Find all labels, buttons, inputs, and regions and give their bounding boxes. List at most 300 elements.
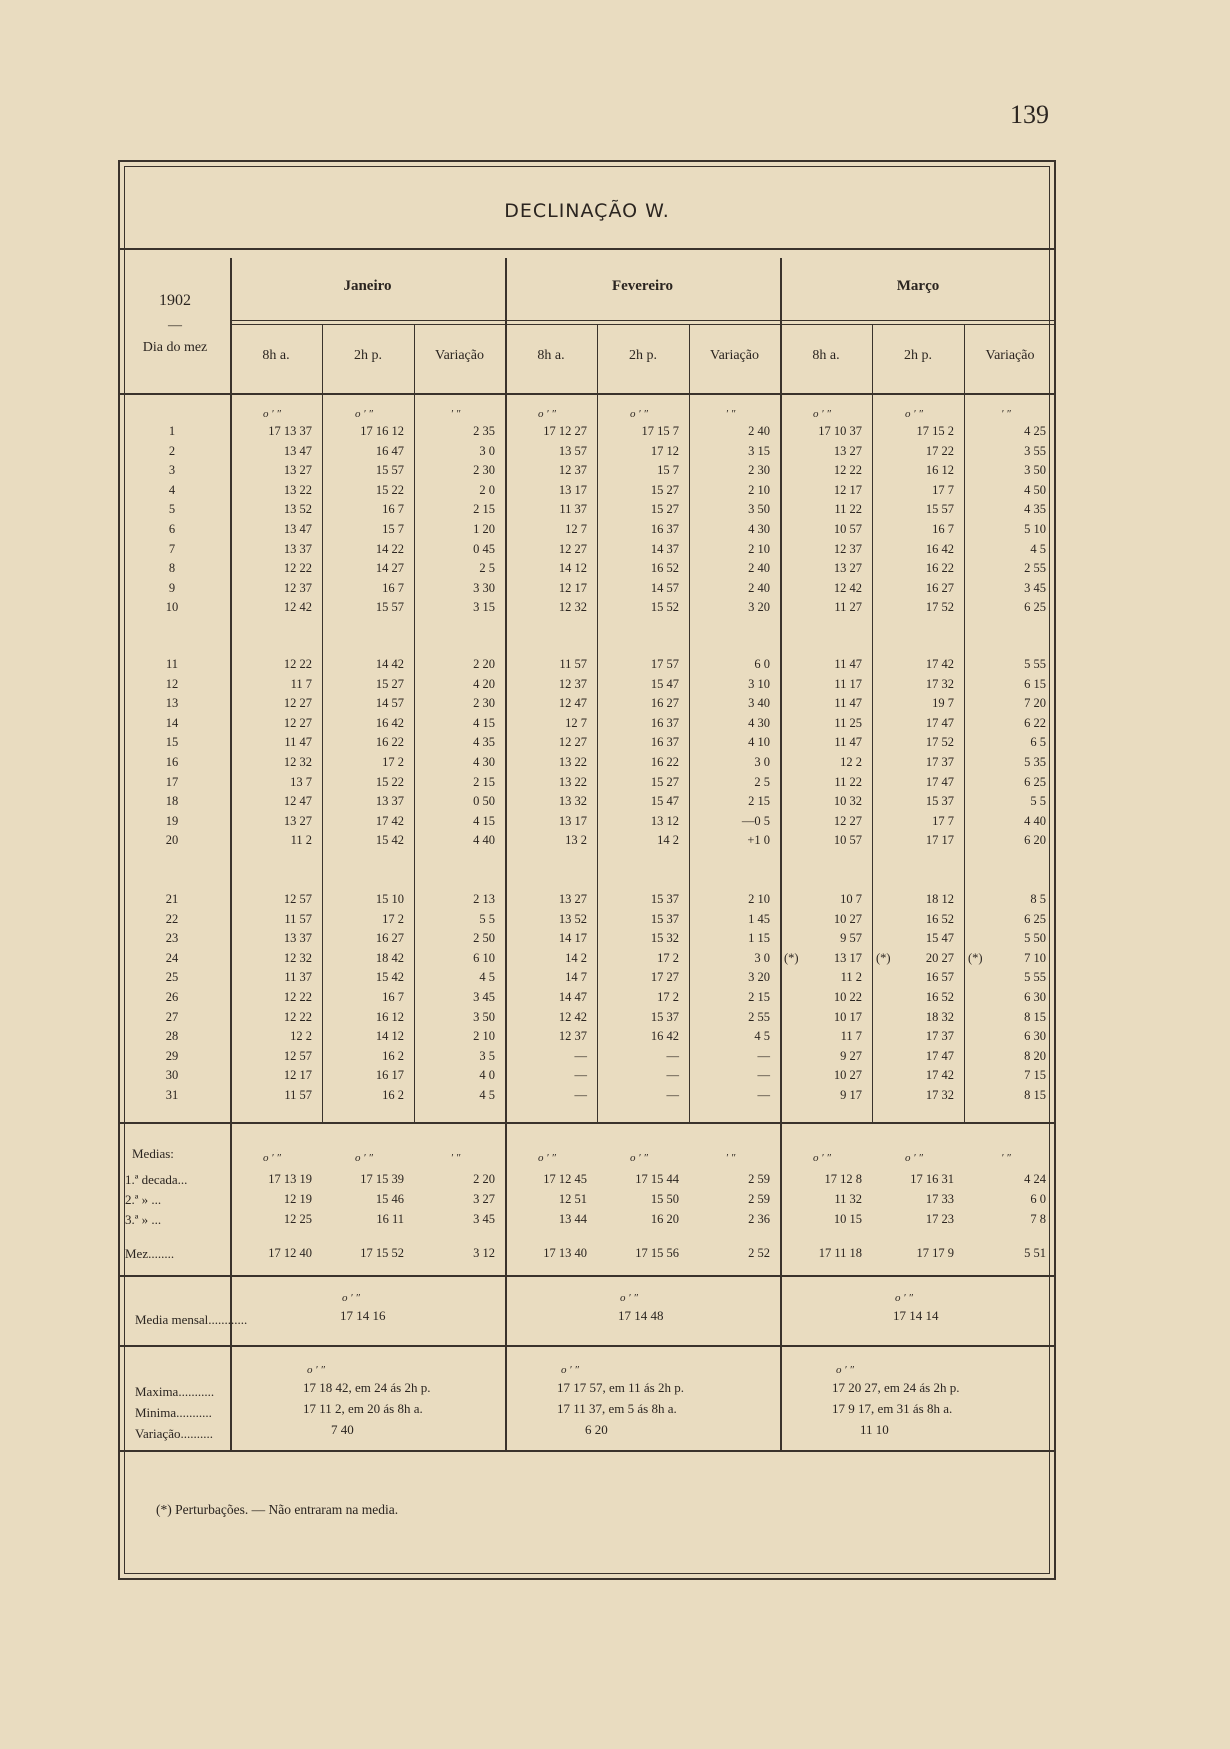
cell-25-1-1: 17 27 [650, 970, 679, 985]
cell-14-2-1: 17 47 [925, 715, 954, 730]
day-number-28: 28 [165, 1029, 179, 1044]
cell-5-1-2: 3 50 [748, 502, 770, 517]
cell-31-2-0: 9 17 [840, 1088, 862, 1102]
col-label-0-2: Variação [435, 348, 484, 363]
cell-1-2-0: 17 10 37 [818, 424, 862, 438]
cell-1-0-0: 17 13 37 [268, 424, 312, 438]
medias-label: Medias: [132, 1146, 174, 1161]
cell-24-1-1: 17 2 [657, 950, 679, 965]
cell-20-0-0: 11 2 [290, 833, 312, 848]
cell-7-1-2: 2 10 [748, 541, 770, 556]
medias-cell-2-0-0: 12 25 [283, 1212, 312, 1226]
extremes-janeiro-2: 7 40 [331, 1422, 354, 1437]
cell-29-0-0: 12 57 [283, 1048, 312, 1063]
cell-10-0-0: 12 42 [283, 600, 312, 615]
month-header-underline [230, 320, 1056, 321]
medias-cell-3-1-1: 17 15 56 [635, 1246, 679, 1260]
cell-16-0-2: 4 30 [473, 755, 495, 769]
col-label-1-0: 8h a. [537, 348, 565, 363]
cell-11-1-0: 11 57 [559, 657, 587, 671]
subcol-divider-1-1 [689, 325, 690, 1122]
medias-cell-1-1-2: 2 59 [748, 1192, 770, 1206]
cell-19-1-0: 13 17 [558, 813, 587, 828]
cell-6-2-0: 10 57 [833, 522, 862, 536]
cell-29-0-1: 16 2 [382, 1048, 404, 1063]
cell-4-2-0: 12 17 [833, 482, 862, 497]
cell-8-1-0: 14 12 [558, 561, 587, 576]
medias-cell-1-2-2: 6 0 [1030, 1192, 1046, 1206]
cell-22-2-1: 16 52 [925, 911, 954, 926]
cell-15-2-2: 6 5 [1030, 735, 1046, 750]
cell-10-1-2: 3 20 [748, 600, 770, 615]
medias-cell-2-2-2: 7 8 [1030, 1212, 1046, 1226]
footnote: (*) Perturbações. — Não entraram na media. [156, 1502, 399, 1517]
cell-4-0-1: 15 22 [375, 482, 404, 497]
row-header-divider [230, 258, 232, 1450]
cell-30-1-0: — [574, 1068, 587, 1083]
extremes-marco-0: 17 20 27, em 24 ás 2h p. [832, 1380, 960, 1395]
cell-28-0-0: 12 2 [290, 1029, 312, 1044]
cell-25-0-1: 15 42 [375, 970, 404, 985]
cell-3-0-2: 2 30 [473, 463, 495, 478]
medias-row-label-0: 1.ª decada... [125, 1172, 188, 1187]
cell-23-2-1: 15 47 [925, 931, 954, 946]
cell-1-0-1: 17 16 12 [360, 424, 404, 438]
cell-14-1-0: 12 7 [565, 715, 587, 730]
year-label: 1902 [159, 292, 191, 309]
cell-12-2-0: 11 17 [834, 676, 862, 691]
day-number-21: 21 [165, 892, 179, 906]
cell-17-0-0: 13 7 [290, 774, 312, 789]
cell-6-2-1: 16 7 [932, 522, 954, 536]
extremes-unit-1: o ′ ″ [561, 1364, 579, 1376]
cell-24-2-0: 13 17 [833, 950, 862, 965]
cell-18-1-0: 13 32 [558, 794, 587, 809]
day-number-2: 2 [168, 443, 176, 458]
cell-22-1-1: 15 37 [650, 911, 679, 926]
cell-29-1-1: — [666, 1048, 679, 1063]
cell-20-2-0: 10 57 [833, 833, 862, 848]
medias-cell-3-0-1: 17 15 52 [360, 1246, 404, 1260]
cell-21-1-2: 2 10 [748, 892, 770, 906]
cell-11-2-1: 17 42 [925, 657, 954, 671]
cell-11-1-2: 6 0 [754, 657, 770, 671]
col-label-2-1: 2h p. [904, 348, 932, 363]
cell-3-1-1: 15 7 [657, 463, 679, 478]
cell-25-2-1: 16 57 [925, 970, 954, 985]
cell-17-1-1: 15 27 [650, 774, 679, 789]
medias-cell-3-2-2: 5 51 [1024, 1246, 1046, 1260]
cell-31-1-0: — [574, 1088, 587, 1102]
medias-cell-2-1-2: 2 36 [748, 1212, 770, 1226]
table-inner-frame [124, 166, 1050, 1574]
day-number-29: 29 [165, 1048, 179, 1063]
medias-unit-0-2: ′ ″ [450, 1152, 461, 1164]
media-mensal-unit-1: o ′ ″ [620, 1292, 638, 1304]
cell-23-0-0: 13 37 [283, 931, 312, 946]
medias-cell-1-0-1: 15 46 [375, 1192, 404, 1206]
extremes-janeiro-1: 17 11 2, em 20 ás 8h a. [303, 1401, 423, 1416]
cell-12-2-2: 6 15 [1024, 676, 1046, 691]
cell-8-2-2: 2 55 [1024, 561, 1046, 576]
cell-17-0-2: 2 15 [473, 774, 495, 789]
medias-cell-0-0-0: 17 13 19 [268, 1172, 312, 1186]
cell-30-0-2: 4 0 [479, 1068, 495, 1083]
cell-15-1-1: 16 37 [650, 735, 679, 750]
col-label-2-2: Variação [985, 348, 1035, 363]
cell-22-0-0: 11 57 [284, 911, 312, 926]
cell-26-2-1: 16 52 [925, 990, 954, 1004]
cell-15-2-1: 17 52 [925, 735, 954, 750]
unit-label-0-1: o ′ ″ [355, 408, 373, 420]
extremes-unit-0: o ′ ″ [307, 1364, 325, 1376]
cell-4-2-1: 17 7 [932, 482, 954, 497]
day-number-14: 14 [165, 715, 179, 730]
medias-unit-2-0: o ′ ″ [813, 1152, 831, 1164]
cell-31-0-1: 16 2 [382, 1088, 404, 1102]
cell-6-0-1: 15 7 [382, 522, 404, 536]
extremes-label-0: Maxima........... [135, 1384, 215, 1399]
table-title: DECLINAÇÃO W. [504, 200, 670, 222]
cell-28-1-0: 12 37 [558, 1029, 587, 1044]
subcol-divider-2-1 [964, 325, 965, 1122]
cell-19-1-1: 13 12 [650, 813, 679, 828]
cell-11-0-1: 14 42 [375, 657, 404, 671]
day-number-16: 16 [165, 755, 179, 769]
cell-30-2-1: 17 42 [925, 1068, 954, 1083]
day-number-10: 10 [165, 600, 179, 615]
cell-20-1-0: 13 2 [565, 833, 587, 848]
day-number-30: 30 [165, 1068, 179, 1083]
cell-25-2-0: 11 2 [840, 970, 862, 985]
title-row [120, 162, 1054, 250]
medias-cell-1-1-0: 12 51 [558, 1192, 587, 1206]
unit-label-1-2: ′ ″ [725, 408, 736, 420]
day-number-31: 31 [165, 1088, 179, 1102]
cell-29-2-0: 9 27 [840, 1048, 862, 1063]
cell-19-1-2: —0 5 [741, 813, 770, 828]
cell-29-1-2: — [757, 1048, 770, 1063]
cell-26-0-2: 3 45 [473, 990, 495, 1004]
header-bottom-line [118, 393, 1056, 395]
cell-28-2-2: 6 30 [1024, 1029, 1046, 1044]
cell-5-0-0: 13 52 [283, 502, 312, 517]
media-mensal-unit-2: o ′ ″ [895, 1292, 913, 1304]
day-number-27: 27 [165, 1009, 179, 1024]
cell-3-0-0: 13 27 [283, 463, 312, 478]
medias-cell-0-1-2: 2 59 [748, 1172, 770, 1186]
cell-2-0-1: 16 47 [375, 443, 404, 458]
cell-21-1-1: 15 37 [650, 892, 679, 906]
cell-7-0-2: 0 45 [473, 541, 495, 556]
media-mensal-value-0: 17 14 16 [340, 1308, 386, 1323]
unit-label-2-0: o ′ ″ [813, 408, 831, 420]
cell-20-1-2: +1 0 [747, 833, 770, 848]
cell-24-0-2: 6 10 [473, 950, 495, 965]
month-name-0: Janeiro [343, 278, 392, 294]
day-number-17: 17 [165, 774, 179, 789]
col-label-2-0: 8h a. [812, 348, 840, 363]
subcol-divider-1-0 [597, 325, 598, 1122]
day-number-24: 24 [165, 950, 179, 965]
cell-7-2-1: 16 42 [925, 541, 954, 556]
cell-28-2-0: 11 7 [840, 1029, 862, 1044]
cell-27-1-1: 15 37 [650, 1009, 679, 1024]
cell-11-0-0: 12 22 [283, 657, 312, 671]
cell-26-1-2: 2 15 [748, 990, 770, 1004]
subcol-divider-0-0 [322, 325, 323, 1122]
cell-13-0-2: 2 30 [473, 696, 495, 711]
day-number-1: 1 [168, 424, 176, 438]
col-label-1-1: 2h p. [629, 348, 657, 363]
cell-23-0-2: 2 50 [473, 931, 495, 946]
unit-label-1-0: o ′ ″ [538, 408, 556, 420]
extremes-top-line [118, 1345, 1056, 1347]
month-divider-1 [505, 258, 507, 1450]
cell-13-1-1: 16 27 [650, 696, 679, 711]
cell-15-2-0: 11 47 [834, 735, 862, 750]
cell-26-1-1: 17 2 [657, 990, 679, 1004]
cell-17-2-2: 6 25 [1024, 774, 1046, 789]
medias-cell-2-1-0: 13 44 [558, 1212, 587, 1226]
cell-6-1-1: 16 37 [650, 522, 679, 536]
cell-12-0-1: 15 27 [375, 676, 404, 691]
cell-3-2-0: 12 22 [833, 463, 862, 478]
cell-17-2-1: 17 47 [925, 774, 954, 789]
cell-2-0-0: 13 47 [283, 443, 312, 458]
cell-9-1-0: 12 17 [558, 580, 587, 595]
cell-4-1-2: 2 10 [748, 482, 770, 497]
cell-15-0-2: 4 35 [473, 735, 495, 750]
cell-8-0-0: 12 22 [283, 561, 312, 576]
cell-2-1-0: 13 57 [558, 443, 587, 458]
extremes-fevereiro-2: 6 20 [585, 1422, 608, 1437]
cell-21-0-2: 2 13 [473, 892, 495, 906]
cell-20-0-1: 15 42 [375, 833, 404, 848]
cell-13-1-2: 3 40 [748, 696, 770, 711]
cell-5-2-2: 4 35 [1024, 502, 1046, 517]
cell-7-1-0: 12 27 [558, 541, 587, 556]
cell-12-1-2: 3 10 [748, 676, 770, 691]
cell-5-2-1: 15 57 [925, 502, 954, 517]
cell-9-2-1: 16 27 [925, 580, 954, 595]
medias-cell-0-2-2: 4 24 [1024, 1172, 1046, 1186]
cell-31-1-1: — [666, 1088, 679, 1102]
cell-6-1-2: 4 30 [748, 522, 770, 536]
cell-18-0-1: 13 37 [375, 794, 404, 809]
cell-28-1-1: 16 42 [650, 1029, 679, 1044]
cell-29-2-2: 8 20 [1024, 1048, 1046, 1063]
day-number-5: 5 [168, 502, 176, 517]
cell-5-1-0: 11 37 [559, 502, 587, 517]
cell-3-1-0: 12 37 [558, 463, 587, 478]
col-label-1-2: Variação [710, 348, 759, 363]
cell-10-2-2: 6 25 [1024, 600, 1046, 615]
cell-4-0-2: 2 0 [479, 482, 495, 497]
year-dash: — [168, 318, 182, 333]
cell-27-0-2: 3 50 [473, 1009, 495, 1024]
medias-cell-2-0-2: 3 45 [473, 1212, 495, 1226]
cell-6-0-2: 1 20 [473, 522, 495, 536]
cell-13-2-2: 7 20 [1024, 696, 1046, 711]
extremes-marco-1: 17 9 17, em 31 ás 8h a. [832, 1401, 953, 1416]
cell-20-0-2: 4 40 [473, 833, 495, 848]
day-number-7: 7 [168, 541, 176, 556]
cell-18-2-0: 10 32 [833, 794, 862, 809]
cell-30-2-0: 10 27 [833, 1068, 862, 1083]
cell-23-1-0: 14 17 [558, 931, 587, 946]
cell-20-1-1: 14 2 [657, 833, 679, 848]
cell-21-0-1: 15 10 [375, 892, 404, 906]
cell-22-0-2: 5 5 [479, 911, 495, 926]
cell-15-0-0: 11 47 [284, 735, 312, 750]
cell-31-1-2: — [757, 1088, 770, 1102]
cell-5-1-1: 15 27 [650, 502, 679, 517]
cell-14-1-2: 4 30 [748, 715, 770, 730]
medias-cell-2-2-0: 10 15 [833, 1212, 862, 1226]
media-mensal-label: Media mensal............ [135, 1312, 248, 1327]
day-number-13: 13 [165, 696, 179, 711]
cell-8-0-1: 14 27 [375, 561, 404, 576]
cell-16-2-2: 5 35 [1024, 755, 1046, 769]
media-mensal-value-2: 17 14 14 [893, 1308, 939, 1323]
cell-27-0-0: 12 22 [283, 1009, 312, 1024]
cell-2-1-2: 3 15 [748, 443, 770, 458]
medias-unit-2-2: ′ ″ [1001, 1152, 1011, 1164]
cell-6-2-2: 5 10 [1024, 522, 1046, 536]
cell-12-1-1: 15 47 [650, 676, 679, 691]
cell-8-2-1: 16 22 [925, 561, 954, 576]
extremes-fevereiro-0: 17 17 57, em 11 ás 2h p. [557, 1380, 684, 1395]
cell-10-0-2: 3 15 [473, 600, 495, 615]
month-name-2: Março [896, 278, 940, 294]
cell-21-2-1: 18 12 [925, 892, 954, 906]
medias-unit-0-1: o ′ ″ [355, 1152, 373, 1164]
cell-18-0-0: 12 47 [283, 794, 312, 809]
cell-27-2-1: 18 32 [925, 1009, 954, 1024]
cell-13-2-0: 11 47 [834, 696, 862, 711]
cell-24-0-0: 12 32 [283, 950, 312, 965]
cell-16-2-0: 12 2 [840, 755, 862, 769]
medias-cell-0-2-0: 17 12 8 [824, 1172, 862, 1186]
cell-26-2-0: 10 22 [833, 990, 862, 1004]
cell-27-1-0: 12 42 [558, 1009, 587, 1024]
cell-26-1-0: 14 47 [558, 990, 587, 1004]
cell-22-1-2: 1 45 [748, 911, 770, 926]
cell-19-2-0: 12 27 [833, 813, 862, 828]
cell-27-2-2: 8 15 [1024, 1009, 1046, 1024]
cell-14-0-2: 4 15 [473, 715, 495, 730]
title-divider [118, 248, 1056, 250]
cell-19-0-1: 17 42 [375, 813, 404, 828]
cell-23-2-2: 5 50 [1024, 931, 1046, 946]
cell-5-2-0: 11 22 [834, 502, 862, 517]
cell-10-1-1: 15 52 [650, 600, 679, 615]
table-frame [118, 160, 1056, 1580]
cell-25-1-0: 14 7 [565, 970, 587, 985]
cell-11-2-2: 5 55 [1024, 657, 1046, 671]
cell-22-1-0: 13 52 [558, 911, 587, 926]
cell-23-1-2: 1 15 [748, 931, 770, 946]
cell-27-0-1: 16 12 [375, 1009, 404, 1024]
cell-3-1-2: 2 30 [748, 463, 770, 478]
cell-16-1-1: 16 22 [650, 755, 679, 769]
unit-label-2-2: ′ ″ [1001, 408, 1011, 420]
cell-18-1-1: 15 47 [650, 794, 679, 809]
cell-2-1-1: 17 12 [650, 443, 679, 458]
cell-21-2-0: 10 7 [840, 892, 862, 906]
perturbation-mark-2: (*) [968, 950, 983, 965]
cell-19-2-1: 17 7 [932, 813, 954, 828]
cell-9-2-2: 3 45 [1024, 580, 1046, 595]
cell-17-2-0: 11 22 [834, 774, 862, 789]
day-number-25: 25 [165, 970, 179, 985]
cell-10-2-0: 11 27 [834, 600, 862, 615]
cell-30-0-1: 16 17 [375, 1068, 404, 1083]
medias-cell-3-0-0: 17 12 40 [268, 1246, 312, 1260]
day-number-26: 26 [165, 990, 179, 1004]
medias-cell-0-0-2: 2 20 [473, 1172, 495, 1186]
cell-4-2-2: 4 50 [1024, 482, 1046, 497]
cell-10-1-0: 12 32 [558, 600, 587, 615]
cell-26-0-0: 12 22 [283, 990, 312, 1004]
cell-16-1-2: 3 0 [754, 755, 770, 769]
cell-10-2-1: 17 52 [925, 600, 954, 615]
cell-14-0-1: 16 42 [375, 715, 404, 730]
cell-16-1-0: 13 22 [558, 755, 587, 769]
extremes-label-2: Variação.......... [135, 1426, 213, 1441]
day-number-9: 9 [168, 580, 176, 595]
cell-7-2-0: 12 37 [833, 541, 862, 556]
cell-14-1-1: 16 37 [650, 715, 679, 730]
cell-25-0-0: 11 37 [284, 970, 312, 985]
cell-23-1-1: 15 32 [650, 931, 679, 946]
cell-20-2-1: 17 17 [925, 833, 954, 848]
mensal-top-line [118, 1275, 1056, 1277]
cell-6-1-0: 12 7 [565, 522, 587, 536]
extremes-bottom-line [118, 1450, 1056, 1452]
day-number-15: 15 [165, 735, 179, 750]
cell-11-1-1: 17 57 [650, 657, 679, 671]
cell-3-2-2: 3 50 [1024, 463, 1046, 478]
cell-24-2-2: 7 10 [1024, 950, 1046, 965]
cell-5-0-1: 16 7 [382, 502, 404, 517]
cell-7-0-1: 14 22 [375, 541, 404, 556]
medias-top-line [118, 1122, 1056, 1124]
cell-2-2-2: 3 55 [1024, 443, 1046, 458]
cell-24-0-1: 18 42 [375, 950, 404, 965]
cell-4-1-1: 15 27 [650, 482, 679, 497]
cell-5-0-2: 2 15 [473, 502, 495, 517]
medias-row-label-3: Mez........ [125, 1246, 175, 1261]
cell-31-2-1: 17 32 [925, 1088, 954, 1102]
month-name-1: Fevereiro [611, 278, 674, 294]
col-label-0-1: 2h p. [354, 348, 382, 363]
cell-18-2-2: 5 5 [1030, 794, 1046, 809]
day-number-23: 23 [165, 931, 179, 946]
cell-15-0-1: 16 22 [375, 735, 404, 750]
medias-cell-1-2-1: 17 33 [925, 1192, 954, 1206]
cell-22-0-1: 17 2 [382, 911, 404, 926]
cell-7-2-2: 4 5 [1030, 541, 1046, 556]
perturbation-mark-0: (*) [784, 950, 799, 965]
cell-11-2-0: 11 47 [834, 657, 862, 671]
cell-15-1-0: 12 27 [558, 735, 587, 750]
medias-cell-3-2-1: 17 17 9 [916, 1246, 954, 1260]
cell-18-2-1: 15 37 [925, 794, 954, 809]
cell-9-1-2: 2 40 [748, 580, 770, 595]
cell-25-2-2: 5 55 [1024, 970, 1046, 985]
